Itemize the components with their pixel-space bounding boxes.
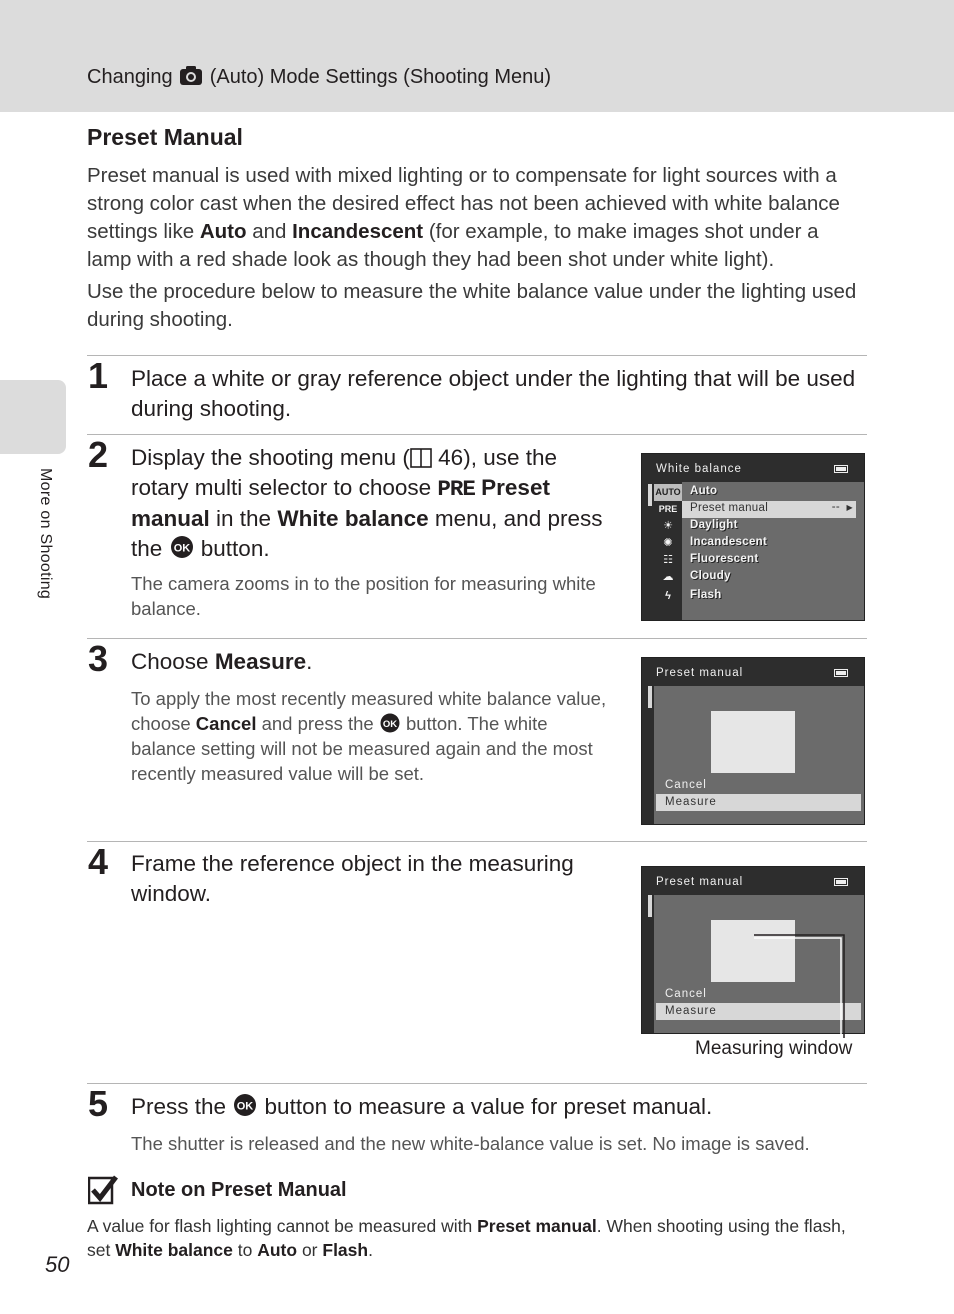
white-balance-screen [641, 453, 865, 621]
intro-text-d: (for example, to make images shot under a lamp with a red shade look as though they had been shot under white light). [87, 220, 819, 271]
book-reference-icon [410, 448, 432, 468]
wb-option-label: Auto [690, 485, 718, 497]
step-5-text [131, 1092, 871, 1122]
step-3-desc-a: To apply the most recently measured white balance value, choose [131, 688, 607, 734]
step-3-desc-c: and press the [256, 713, 379, 734]
ok-button-icon [232, 1093, 258, 1117]
step-3-description [131, 686, 616, 786]
wb-option-incandescent[interactable] [682, 535, 856, 552]
step-2-description: The camera zooms in to the position for measuring white balance. [131, 573, 596, 619]
divider [87, 1083, 867, 1084]
page-number: 50 [45, 1252, 70, 1277]
step-3-text [131, 647, 611, 677]
menu-tab-marker [648, 686, 652, 708]
checkmark-note-icon [88, 1175, 118, 1205]
step-3-text-a: Choose [131, 649, 215, 674]
step-2-text [131, 443, 611, 564]
note-text-d: to [232, 1240, 258, 1260]
preset-manual-screen [641, 657, 865, 825]
cancel-option[interactable]: Cancel [665, 988, 707, 1000]
step-5-text-b: button to measure a value for preset manual. [258, 1094, 713, 1119]
cancel-option[interactable]: Cancel [665, 779, 707, 791]
screen-title: White balance [656, 463, 742, 475]
wb-option-label: Flash [690, 589, 722, 601]
flash-icon: ϟ [665, 590, 671, 602]
measure-option[interactable]: Measure [656, 1003, 861, 1020]
ok-button-icon [169, 535, 195, 559]
note-text-a: A value for flash lighting cannot be measured with [87, 1216, 478, 1236]
cloudy-icon: ☁ [662, 571, 674, 583]
measure-option[interactable]: Measure [656, 794, 861, 811]
divider [87, 841, 867, 842]
chapter-label: More on Shooting [37, 468, 54, 600]
header-title-start: Changing [87, 66, 173, 88]
daylight-icon: ☀ [663, 520, 673, 532]
intro-text-c: and [246, 220, 293, 243]
battery-icon [834, 465, 848, 473]
battery-icon [834, 878, 848, 886]
page-header-title [87, 66, 551, 89]
step-5-text-a: Press the [131, 1094, 233, 1119]
wb-option-fluorescent[interactable] [682, 552, 856, 569]
step-5-description: The shutter is released and the new white-balance value is set. No image is saved. [131, 1133, 810, 1154]
measuring-window [711, 711, 795, 773]
step-3-text-b: . [306, 649, 313, 674]
step-number: 2 [88, 434, 109, 475]
divider [87, 434, 867, 435]
chapter-tab [0, 380, 66, 454]
wb-option-daylight[interactable] [682, 518, 856, 535]
menu-tab-marker [648, 484, 652, 506]
step-number: 4 [88, 841, 109, 882]
header-band [0, 0, 954, 112]
wb-option-flash[interactable] [682, 588, 856, 605]
intro-paragraph-2: Use the procedure below to measure the white balance value under the lighting used during shooting. [87, 280, 857, 331]
step-2-bold-preset: Preset manual [131, 475, 550, 531]
camera-icon [180, 66, 202, 85]
note-bold-flash: Flash [322, 1240, 369, 1260]
callout-leader-line [750, 930, 850, 1040]
step-2-text-d: button. [194, 536, 270, 561]
note-title: Note on Preset Manual [131, 1179, 347, 1201]
preset-manual-icon: PRE [437, 476, 475, 502]
ok-glyph-text: OK [382, 719, 397, 730]
wb-option-label: Incandescent [690, 536, 768, 548]
note-text-e: or [297, 1240, 323, 1260]
fluorescent-icon: ☷ [663, 554, 673, 566]
step-number: 1 [88, 355, 109, 396]
step-2-page-ref: 46), use the rotary multi selector to choose [131, 445, 557, 500]
auto-icon: AUTO [654, 484, 682, 501]
note-bold-preset: Preset manual [477, 1216, 597, 1236]
ok-glyph-text: OK [173, 542, 190, 555]
wb-option-auto[interactable] [682, 484, 856, 502]
wb-option-cloudy[interactable] [682, 569, 856, 586]
step-2-text-a: Display the shooting menu ( [131, 445, 410, 470]
intro-paragraph [87, 162, 867, 274]
divider [87, 355, 867, 356]
section-heading: Preset Manual [87, 124, 243, 150]
step-number: 3 [88, 638, 109, 679]
step-1-text: Place a white or gray reference object under the lighting that will be used during shooting. [131, 366, 856, 421]
step-number: 5 [88, 1083, 109, 1124]
note-bold-auto: Auto [257, 1240, 298, 1260]
intro-text-a: Preset manual is used with mixed lighting or to compensate for light sources with a strong color cast when the desired effect has not been achieved with white balance settings like [87, 164, 840, 243]
divider [87, 638, 867, 639]
wb-option-label: Preset manual [690, 502, 769, 514]
note-text-c: . When shooting using the flash, set [87, 1216, 846, 1260]
step-2-text-c: menu, and press the [131, 506, 603, 561]
wb-option-preset-manual[interactable] [682, 501, 856, 518]
step-4-text: Frame the reference object in the measuring window. [131, 851, 574, 906]
submenu-arrow-icon: ▶ [846, 503, 853, 512]
note-text [87, 1214, 872, 1262]
note-text-f: . [368, 1240, 373, 1260]
wb-option-label: Fluorescent [690, 553, 759, 565]
step-3-desc-d: button. The white balance setting will not be measured again and the most recently measured value will be set. [131, 713, 593, 784]
measuring-window-callout: Measuring window [695, 1038, 853, 1059]
note-bold-wb: White balance [115, 1240, 233, 1260]
ok-glyph-text: OK [237, 1100, 254, 1113]
intro-bold-auto: Auto [199, 220, 247, 243]
battery-icon [834, 669, 848, 677]
menu-tab-marker [648, 895, 652, 917]
step-3-bold-cancel: Cancel [195, 713, 257, 734]
wb-option-label: Cloudy [690, 570, 731, 582]
step-2-text-b: in the [209, 506, 278, 531]
screen-title: Preset manual [656, 667, 744, 679]
incandescent-icon: ✺ [663, 537, 673, 549]
step-2-bold-wb: White balance [277, 506, 429, 531]
wb-option-label: Daylight [690, 519, 738, 531]
intro-bold-incandescent: Incandescent [292, 220, 424, 243]
header-title-end: (Auto) Mode Settings (Shooting Menu) [209, 66, 552, 88]
wb-option-value: -- [831, 501, 840, 513]
preset-manual-icon: PRE [658, 504, 678, 514]
step-3-bold-measure: Measure [214, 649, 307, 674]
ok-button-icon [379, 713, 401, 733]
screen-title: Preset manual [656, 876, 744, 888]
